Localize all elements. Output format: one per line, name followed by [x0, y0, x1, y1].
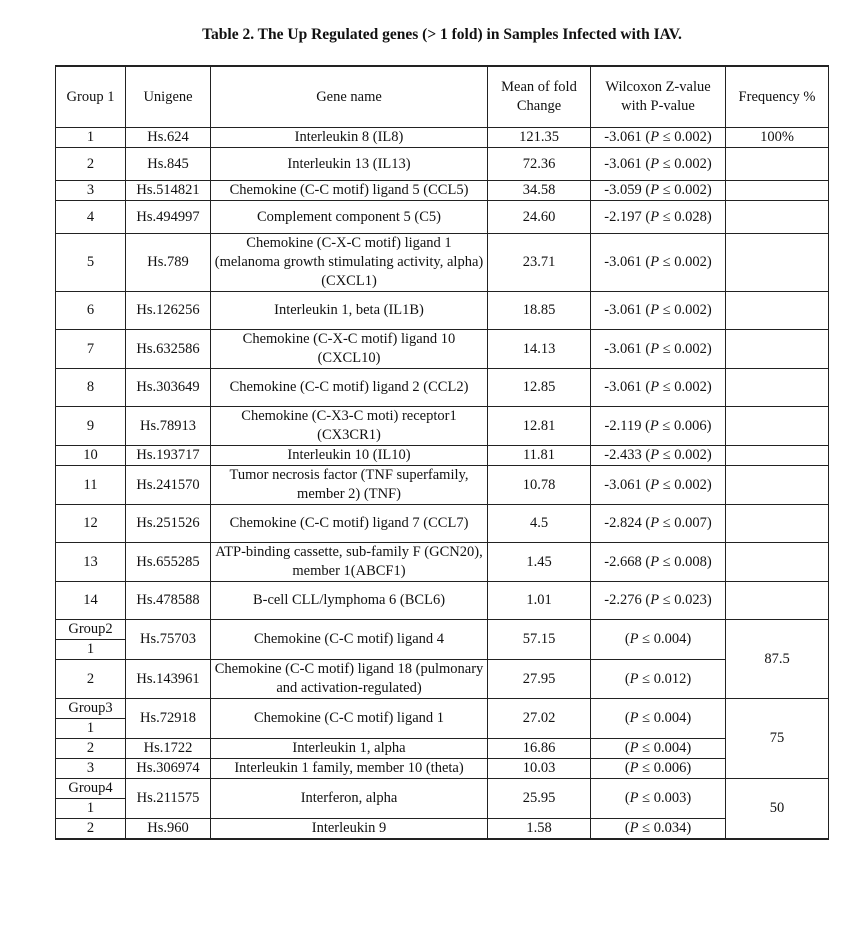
wilcoxon-value: -3.061 (P ≤ 0.002): [591, 292, 726, 330]
wilcoxon-value: -2.824 (P ≤ 0.007): [591, 505, 726, 543]
gene-name: Chemokine (C-C motif) ligand 18 (pulmonary and activation-regulated): [211, 660, 488, 699]
mean-fold-change: 27.95: [488, 660, 591, 699]
row-number: 10: [56, 446, 126, 466]
wilcoxon-value: -2.433 (P ≤ 0.002): [591, 446, 726, 466]
header-group: Group 1: [56, 66, 126, 128]
table-row: [56, 739, 829, 759]
unigene-id: Hs.72918: [126, 699, 211, 739]
frequency-value: [726, 292, 829, 330]
row-number: 3: [56, 181, 126, 201]
mean-fold-change: 27.02: [488, 699, 591, 739]
row-number: 1: [56, 128, 126, 148]
frequency-value: [726, 148, 829, 181]
unigene-id: Hs.78913: [126, 407, 211, 446]
table-row: [56, 505, 829, 543]
unigene-id: Hs.789: [126, 234, 211, 292]
gene-name: Chemokine (C-C motif) ligand 4: [211, 620, 488, 660]
table-row: [56, 330, 829, 369]
row-number: 11: [56, 466, 126, 505]
unigene-id: Hs.624: [126, 128, 211, 148]
frequency-value: 50: [726, 779, 829, 840]
row-number: 13: [56, 543, 126, 582]
row-number: 1: [56, 640, 126, 660]
mean-fold-change: 72.36: [488, 148, 591, 181]
group-label: Group3: [56, 699, 126, 719]
table-row: [56, 292, 829, 330]
gene-name: Interleukin 10 (IL10): [211, 446, 488, 466]
wilcoxon-value: -2.276 (P ≤ 0.023): [591, 582, 726, 620]
gene-name: Chemokine (C-C motif) ligand 1: [211, 699, 488, 739]
unigene-id: Hs.960: [126, 819, 211, 840]
gene-name: Chemokine (C-C motif) ligand 5 (CCL5): [211, 181, 488, 201]
frequency-value: 87.5: [726, 620, 829, 699]
gene-name: B-cell CLL/lymphoma 6 (BCL6): [211, 582, 488, 620]
unigene-id: Hs.1722: [126, 739, 211, 759]
wilcoxon-value: (P ≤ 0.034): [591, 819, 726, 840]
mean-fold-change: 10.78: [488, 466, 591, 505]
wilcoxon-value: -2.668 (P ≤ 0.008): [591, 543, 726, 582]
header-unigene: Unigene: [126, 66, 211, 128]
gene-name: Complement component 5 (C5): [211, 201, 488, 234]
row-number: 12: [56, 505, 126, 543]
unigene-id: Hs.251526: [126, 505, 211, 543]
row-number: 5: [56, 234, 126, 292]
group-label-row: [56, 699, 829, 719]
row-number: 2: [56, 819, 126, 840]
group-label-row: [56, 779, 829, 799]
row-number: 2: [56, 148, 126, 181]
gene-name: Chemokine (C-X-C motif) ligand 1 (melanoma growth stimulating activity, alpha) (CXCL1): [211, 234, 488, 292]
table-row: [56, 543, 829, 582]
mean-fold-change: 23.71: [488, 234, 591, 292]
group-label: Group2: [56, 620, 126, 640]
wilcoxon-value: -3.061 (P ≤ 0.002): [591, 369, 726, 407]
unigene-id: Hs.494997: [126, 201, 211, 234]
unigene-id: Hs.514821: [126, 181, 211, 201]
table-row: [56, 660, 829, 699]
row-number: 14: [56, 582, 126, 620]
frequency-value: [726, 505, 829, 543]
gene-name: Interleukin 1, beta (IL1B): [211, 292, 488, 330]
unigene-id: Hs.478588: [126, 582, 211, 620]
gene-name: Chemokine (C-X-C motif) ligand 10 (CXCL10): [211, 330, 488, 369]
gene-name: Interleukin 1, alpha: [211, 739, 488, 759]
frequency-value: [726, 181, 829, 201]
row-number: 3: [56, 759, 126, 779]
gene-name: Chemokine (C-C motif) ligand 2 (CCL2): [211, 369, 488, 407]
table-row: [56, 582, 829, 620]
gene-name: ATP-binding cassette, sub-family F (GCN20), member 1(ABCF1): [211, 543, 488, 582]
wilcoxon-value: (P ≤ 0.004): [591, 699, 726, 739]
unigene-id: Hs.75703: [126, 620, 211, 660]
unigene-id: Hs.845: [126, 148, 211, 181]
unigene-id: Hs.306974: [126, 759, 211, 779]
frequency-value: [726, 446, 829, 466]
table-row: [56, 407, 829, 446]
wilcoxon-value: -3.061 (P ≤ 0.002): [591, 466, 726, 505]
table-row: [56, 446, 829, 466]
wilcoxon-value: -3.061 (P ≤ 0.002): [591, 330, 726, 369]
frequency-value: [726, 369, 829, 407]
wilcoxon-value: (P ≤ 0.006): [591, 759, 726, 779]
row-number: 4: [56, 201, 126, 234]
mean-fold-change: 25.95: [488, 779, 591, 819]
table-row: [56, 181, 829, 201]
group-label: Group4: [56, 779, 126, 799]
frequency-value: [726, 234, 829, 292]
table-row: [56, 759, 829, 779]
table-row: [56, 466, 829, 505]
mean-fold-change: 24.60: [488, 201, 591, 234]
gene-name: Chemokine (C-X3-C moti) receptor1 (CX3CR1): [211, 407, 488, 446]
mean-fold-change: 121.35: [488, 128, 591, 148]
frequency-value: [726, 330, 829, 369]
row-number: 2: [56, 660, 126, 699]
header-row: [56, 66, 829, 128]
header-wilcoxon: Wilcoxon Z-value with P-value: [591, 66, 726, 128]
row-number: 9: [56, 407, 126, 446]
table-row: [56, 128, 829, 148]
wilcoxon-value: (P ≤ 0.012): [591, 660, 726, 699]
wilcoxon-value: -2.119 (P ≤ 0.006): [591, 407, 726, 446]
wilcoxon-value: (P ≤ 0.004): [591, 739, 726, 759]
table-row: [56, 234, 829, 292]
mean-fold-change: 57.15: [488, 620, 591, 660]
gene-name: Tumor necrosis factor (TNF superfamily, member 2) (TNF): [211, 466, 488, 505]
row-number: 8: [56, 369, 126, 407]
unigene-id: Hs.193717: [126, 446, 211, 466]
unigene-id: Hs.632586: [126, 330, 211, 369]
wilcoxon-value: -3.061 (P ≤ 0.002): [591, 234, 726, 292]
wilcoxon-value: -3.061 (P ≤ 0.002): [591, 148, 726, 181]
table-row: [56, 819, 829, 840]
row-number: 2: [56, 739, 126, 759]
unigene-id: Hs.211575: [126, 779, 211, 819]
wilcoxon-value: (P ≤ 0.003): [591, 779, 726, 819]
upregulated-genes-table: [55, 65, 829, 840]
row-number: 6: [56, 292, 126, 330]
gene-name: Interleukin 9: [211, 819, 488, 840]
table-row: [56, 148, 829, 181]
table-row: [56, 369, 829, 407]
mean-fold-change: 1.45: [488, 543, 591, 582]
header-mean-fold: Mean of fold Change: [488, 66, 591, 128]
frequency-value: 75: [726, 699, 829, 779]
unigene-id: Hs.143961: [126, 660, 211, 699]
row-number: 7: [56, 330, 126, 369]
wilcoxon-value: -2.197 (P ≤ 0.028): [591, 201, 726, 234]
row-number: 1: [56, 719, 126, 739]
header-gene-name: Gene name: [211, 66, 488, 128]
table-row: [56, 201, 829, 234]
mean-fold-change: 10.03: [488, 759, 591, 779]
table-title: Table 2. The Up Regulated genes (> 1 fold) in Samples Infected with IAV.: [202, 26, 682, 43]
gene-name: Interferon, alpha: [211, 779, 488, 819]
mean-fold-change: 1.58: [488, 819, 591, 840]
wilcoxon-value: -3.061 (P ≤ 0.002): [591, 128, 726, 148]
gene-name: Chemokine (C-C motif) ligand 7 (CCL7): [211, 505, 488, 543]
gene-name: Interleukin 8 (IL8): [211, 128, 488, 148]
frequency-value: 100%: [726, 128, 829, 148]
wilcoxon-value: -3.059 (P ≤ 0.002): [591, 181, 726, 201]
frequency-value: [726, 466, 829, 505]
unigene-id: Hs.303649: [126, 369, 211, 407]
mean-fold-change: 12.85: [488, 369, 591, 407]
mean-fold-change: 14.13: [488, 330, 591, 369]
mean-fold-change: 34.58: [488, 181, 591, 201]
mean-fold-change: 1.01: [488, 582, 591, 620]
mean-fold-change: 11.81: [488, 446, 591, 466]
mean-fold-change: 16.86: [488, 739, 591, 759]
frequency-value: [726, 543, 829, 582]
gene-name: Interleukin 13 (IL13): [211, 148, 488, 181]
frequency-value: [726, 407, 829, 446]
row-number: 1: [56, 799, 126, 819]
unigene-id: Hs.126256: [126, 292, 211, 330]
group-label-row: [56, 620, 829, 640]
unigene-id: Hs.241570: [126, 466, 211, 505]
mean-fold-change: 18.85: [488, 292, 591, 330]
mean-fold-change: 12.81: [488, 407, 591, 446]
frequency-value: [726, 201, 829, 234]
header-frequency: Frequency %: [726, 66, 829, 128]
wilcoxon-value: (P ≤ 0.004): [591, 620, 726, 660]
mean-fold-change: 4.5: [488, 505, 591, 543]
frequency-value: [726, 582, 829, 620]
unigene-id: Hs.655285: [126, 543, 211, 582]
gene-name: Interleukin 1 family, member 10 (theta): [211, 759, 488, 779]
